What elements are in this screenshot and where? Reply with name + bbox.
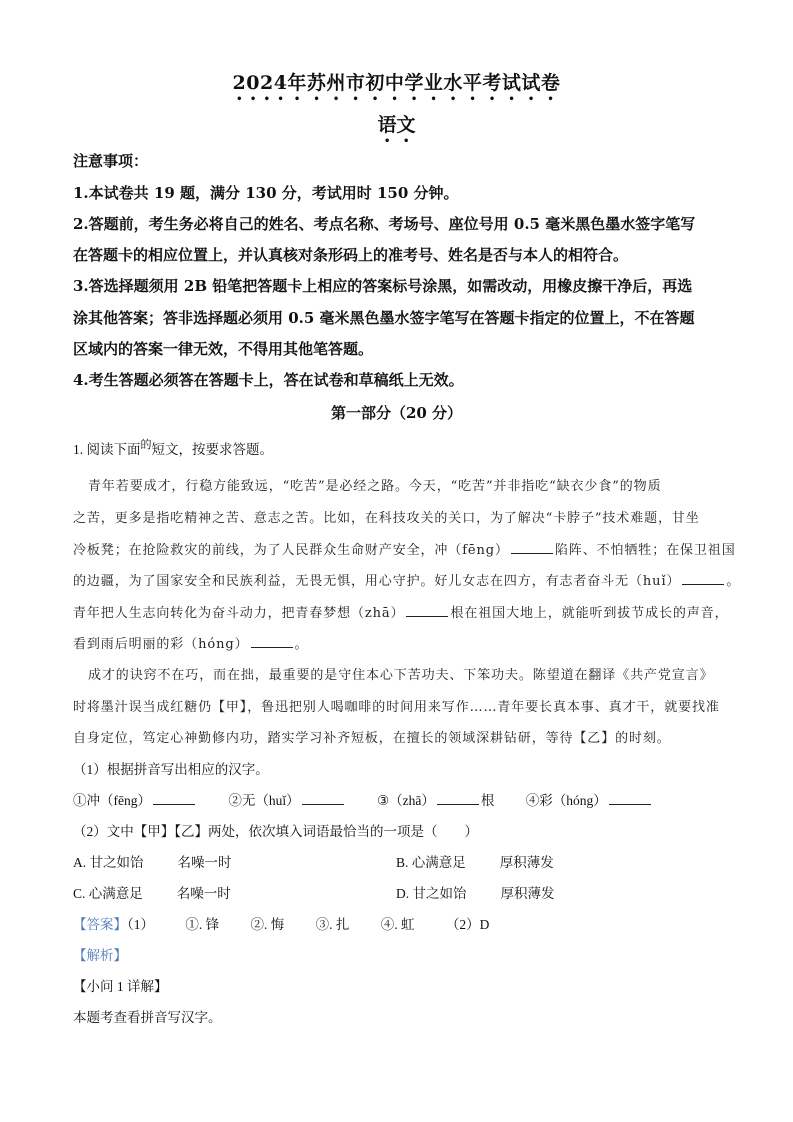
sub-question-2-prompt: （2）文中【甲】【乙】两处，依次填入词语最恰当的一项是（ ） [73,824,478,839]
option-word: 厚积薄发 [499,855,554,870]
passage-line: 青年若要成才，行稳方能致远，“吃苦”是必经之路。今天，“吃苦”并非指吃“缺衣少食”的物质 [88,479,662,494]
fill-blank[interactable] [153,792,195,805]
fill-blank[interactable] [437,792,479,805]
answer-item: ④. 虹 [380,917,415,932]
fill-blank[interactable] [609,792,651,805]
pinyin-item-suffix: 根 [480,793,495,808]
pinyin-item: ④彩（hóng） [525,793,607,808]
option-word: 名噪一时 [176,886,231,901]
fill-blank[interactable] [682,572,724,585]
analysis-text: 本题考查看拼音写汉字。 [73,1010,222,1025]
passage-line: 之苦，更多是指吃精神之苦、意志之苦。比如，在科技攻关的关口，为了解决“卡脖子”技术难题，甘坐 [73,511,700,526]
answer-item: ③. 扎 [315,917,350,932]
passage-text: 根在祖国大地上，就能听到拔节成长的声音， [450,606,729,621]
answer-tag: 【答案】 [73,917,127,932]
section-title: 第一部分（20 分） [330,404,463,422]
answer-item: ①. 锋 [185,917,220,932]
exam-title-text: 2024年苏州市初中学业水平考试试卷 [232,72,561,94]
answer-part: （1） [127,917,154,932]
answer-part: （2）D [445,917,490,932]
subject-text: 语文 [377,114,416,136]
pinyin-item: ①冲（fēng） [73,793,151,808]
prompt-superscript: 的 [140,439,152,451]
notice-heading: 注意事项： [73,152,149,170]
fill-blank[interactable] [302,792,344,805]
passage-line: 成才的诀窍不在巧，而在拙，最重要的是守住本心下苦功夫、下笨功夫。陈望道在翻译《共产党宣言》 [88,668,714,683]
notice-line: 区域内的答案一律无效，不得用其他笔答题。 [73,340,374,358]
sub-question-1-prompt: （1）根据拼音写出相应的汉字。 [73,762,269,777]
notice-line: 在答题卡的相应位置上，并认真核对条形码上的准考号、姓名是否与本人的相符合。 [73,246,629,264]
notice-line: 涂其他答案；答非选择题必须用 0.5 毫米黑色墨水签字笔写在答题卡指定的位置上，不在答题 [73,309,695,327]
option-label: B. 心满意足 [396,855,466,870]
passage-line [73,633,733,652]
prompt-text: 短文，按要求答题。 [151,442,273,457]
fill-blank[interactable] [406,604,448,617]
passage-text: 冷板凳；在抢险救灾的前线，为了人民群众生命财产安全，冲（fēng） [73,543,509,558]
option-d[interactable] [396,882,555,902]
passage-line [73,539,736,558]
passage-text: 看到雨后明丽的彩（hóng） [73,637,249,652]
option-word: 名噪一时 [177,855,232,870]
passage-line [73,570,741,589]
notice-line: 2.答题前，考生务必将自己的姓名、考点名称、考场号、座位号用 0.5 毫米黑色墨水签字笔写 [73,215,696,233]
answer-line [73,913,733,933]
analysis-subheading: 【小问 1 详解】 [73,979,168,994]
subject-title [0,110,793,147]
passage-text: 。 [294,637,309,652]
option-b[interactable] [396,851,554,871]
notice-line: 1.本试卷共 19 题，满分 130 分，考试用时 150 分钟。 [73,184,459,202]
pinyin-item: ③（zhā） [377,793,435,808]
passage-text: 。 [726,574,741,589]
pinyin-item: ②无（huǐ） [228,793,300,808]
passage-text: 陷阵、不怕牺牲；在保卫祖国 [554,543,736,558]
passage-line: 时将墨汁误当成红糖仍【甲】，鲁迅把别人喝咖啡的时间用来写作……青年要长真本事、真才干，就要找准 [73,700,720,715]
fill-blank[interactable] [251,635,293,648]
passage-line: 自身定位，笃定心神勤修内功，踏实学习补齐短板，在擅长的领域深耕钻研，等待【乙】的时刻。 [73,731,671,746]
notice-line: 4.考生答题必须答在答题卡上，答在试卷和草稿纸上无效。 [73,371,464,389]
option-label: C. 心满意足 [73,886,143,901]
option-label: A. 甘之如饴 [73,855,144,870]
option-label: D. 甘之如饴 [396,886,467,901]
answer-item: ②. 悔 [250,917,285,932]
option-word: 厚积薄发 [500,886,555,901]
passage-text: 青年把人生志向转化为奋斗动力，把青春梦想（zhā） [73,606,405,621]
question-prompt [73,438,733,458]
notice-line: 3.答选择题须用 2B 铅笔把答题卡上相应的答案标号涂黑，如需改动，用橡皮擦干净后，再选 [73,277,693,295]
sub-question-1-items [73,789,733,809]
option-a[interactable] [73,851,232,871]
exam-title [0,68,793,105]
prompt-text: 1. 阅读下面 [73,442,141,457]
fill-blank[interactable] [511,541,553,554]
analysis-tag: 【解析】 [73,948,127,963]
passage-text: 的边疆，为了国家安全和民族利益，无畏无惧，用心守护。好儿女志在四方，有志者奋斗无（huǐ） [73,574,681,589]
option-c[interactable] [73,882,231,902]
passage-line [73,602,733,621]
